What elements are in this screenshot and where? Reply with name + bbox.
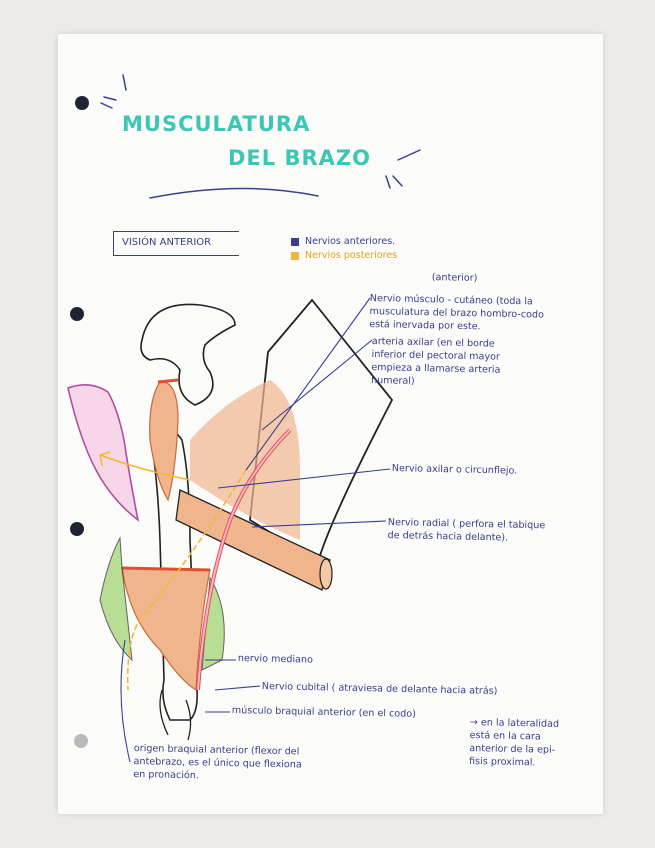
view-label: VISIÓN ANTERIOR [122, 237, 212, 248]
label-nervio-axilar: Nervio axilar o circunflejo. [391, 462, 518, 477]
legend-label-posterior: Nervios posteriores [305, 250, 398, 261]
label-nervio-musculocutaneo: Nervio músculo - cutáneo (toda la musculatura del brazo hombro-codo está inervada por este. [369, 292, 545, 333]
label-arteria-axilar: arteria axilar (en el borde inferior del pectoral mayor empieza a llamarse arteria humeral) [370, 335, 501, 387]
label-braquial-anterior: músculo braquial anterior (en el codo) [231, 704, 416, 720]
deltoid-muscle [68, 385, 138, 520]
page-title-line-1: MUSCULATURA [122, 112, 311, 136]
green-muscle-left [100, 538, 132, 660]
label-nervio-mediano: nervio mediano [237, 652, 313, 666]
biceps-long-head [150, 382, 178, 500]
label-origen-braquial: origen braquial anterior (flexor del antebrazo, es el único que flexiona en pronación. [133, 742, 302, 782]
label-nervio-cubital: Nervio cubital ( atraviesa de delante hacia atrás) [261, 680, 498, 697]
scapula-outline [141, 304, 235, 405]
label-braquial-note: → en la lateralidad está en la cara anterior de la epi- fisis proximal. [468, 716, 560, 769]
legend-label-anterior: Nervios anteriores. [305, 236, 396, 247]
label-nervio-radial: Nervio radial ( perfora el tabique de detrás hacia delante). [387, 516, 546, 544]
page-title-line-2: DEL BRAZO [228, 146, 371, 170]
label-anterior: (anterior) [431, 271, 478, 284]
